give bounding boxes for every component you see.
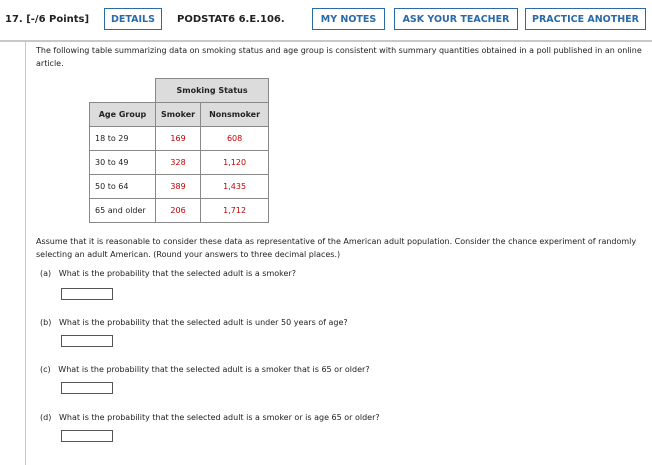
question-number: 17. [-/6 Points] [5, 14, 90, 25]
table-row [90, 199, 269, 223]
content-border [25, 41, 26, 465]
answer-c-input[interactable] [61, 382, 113, 394]
problem-code: PODSTAT6 6.E.106. [177, 14, 285, 25]
my-notes-button[interactable]: MY NOTES [312, 8, 385, 30]
table-row [90, 127, 269, 151]
group-header: Smoking Status [156, 79, 269, 103]
table-row [90, 175, 269, 199]
ask-teacher-button[interactable]: ASK YOUR TEACHER [394, 8, 518, 30]
age-cell: 65 and older [90, 199, 156, 223]
nonsmoker-cell: 1,120 [201, 151, 269, 175]
question-letter: (c) [40, 365, 51, 374]
smoking-table [89, 78, 269, 223]
age-cell: 18 to 29 [90, 127, 156, 151]
assumption-text: Assume that it is reasonable to consider these data as representative of the American adult population. Consider the chance experiment of randomly selecting an adult American. (Round your answers to three decimal places.) [36, 237, 637, 259]
question-b [40, 317, 348, 330]
age-cell: 30 to 49 [90, 151, 156, 175]
question-letter: (b) [40, 318, 52, 327]
answer-d-input[interactable] [61, 430, 113, 442]
nonsmoker-cell: 1,435 [201, 175, 269, 199]
col-header-smoker: Smoker [156, 103, 201, 127]
table-row [90, 151, 269, 175]
answer-b-input[interactable] [61, 335, 113, 347]
col-header-nonsmoker: Nonsmoker [201, 103, 269, 127]
smoker-cell: 328 [156, 151, 201, 175]
nonsmoker-cell: 1,712 [201, 199, 269, 223]
question-letter: (d) [40, 413, 52, 422]
question-c [40, 364, 370, 377]
practice-another-button[interactable]: PRACTICE ANOTHER [525, 8, 646, 30]
smoker-cell: 206 [156, 199, 201, 223]
smoker-cell: 389 [156, 175, 201, 199]
question-a [40, 268, 296, 281]
age-cell: 50 to 64 [90, 175, 156, 199]
question-text: What is the probability that the selected adult is a smoker that is 65 or older? [58, 365, 370, 374]
col-header-age: Age Group [90, 103, 156, 127]
answer-a-input[interactable] [61, 288, 113, 300]
details-button[interactable]: DETAILS [104, 8, 162, 30]
question-header [0, 0, 652, 42]
question-text: What is the probability that the selected adult is under 50 years of age? [58, 318, 348, 327]
question-text: What is the probability that the selected adult is a smoker? [58, 269, 296, 278]
question-letter: (a) [40, 269, 52, 278]
intro-text: The following table summarizing data on smoking status and age group is consistent with summary quantities obtained in a poll published in an online article. [36, 46, 642, 68]
nonsmoker-cell: 608 [201, 127, 269, 151]
question-text: What is the probability that the selected adult is a smoker or is age 65 or older? [58, 413, 380, 422]
smoker-cell: 169 [156, 127, 201, 151]
question-d [40, 412, 380, 425]
